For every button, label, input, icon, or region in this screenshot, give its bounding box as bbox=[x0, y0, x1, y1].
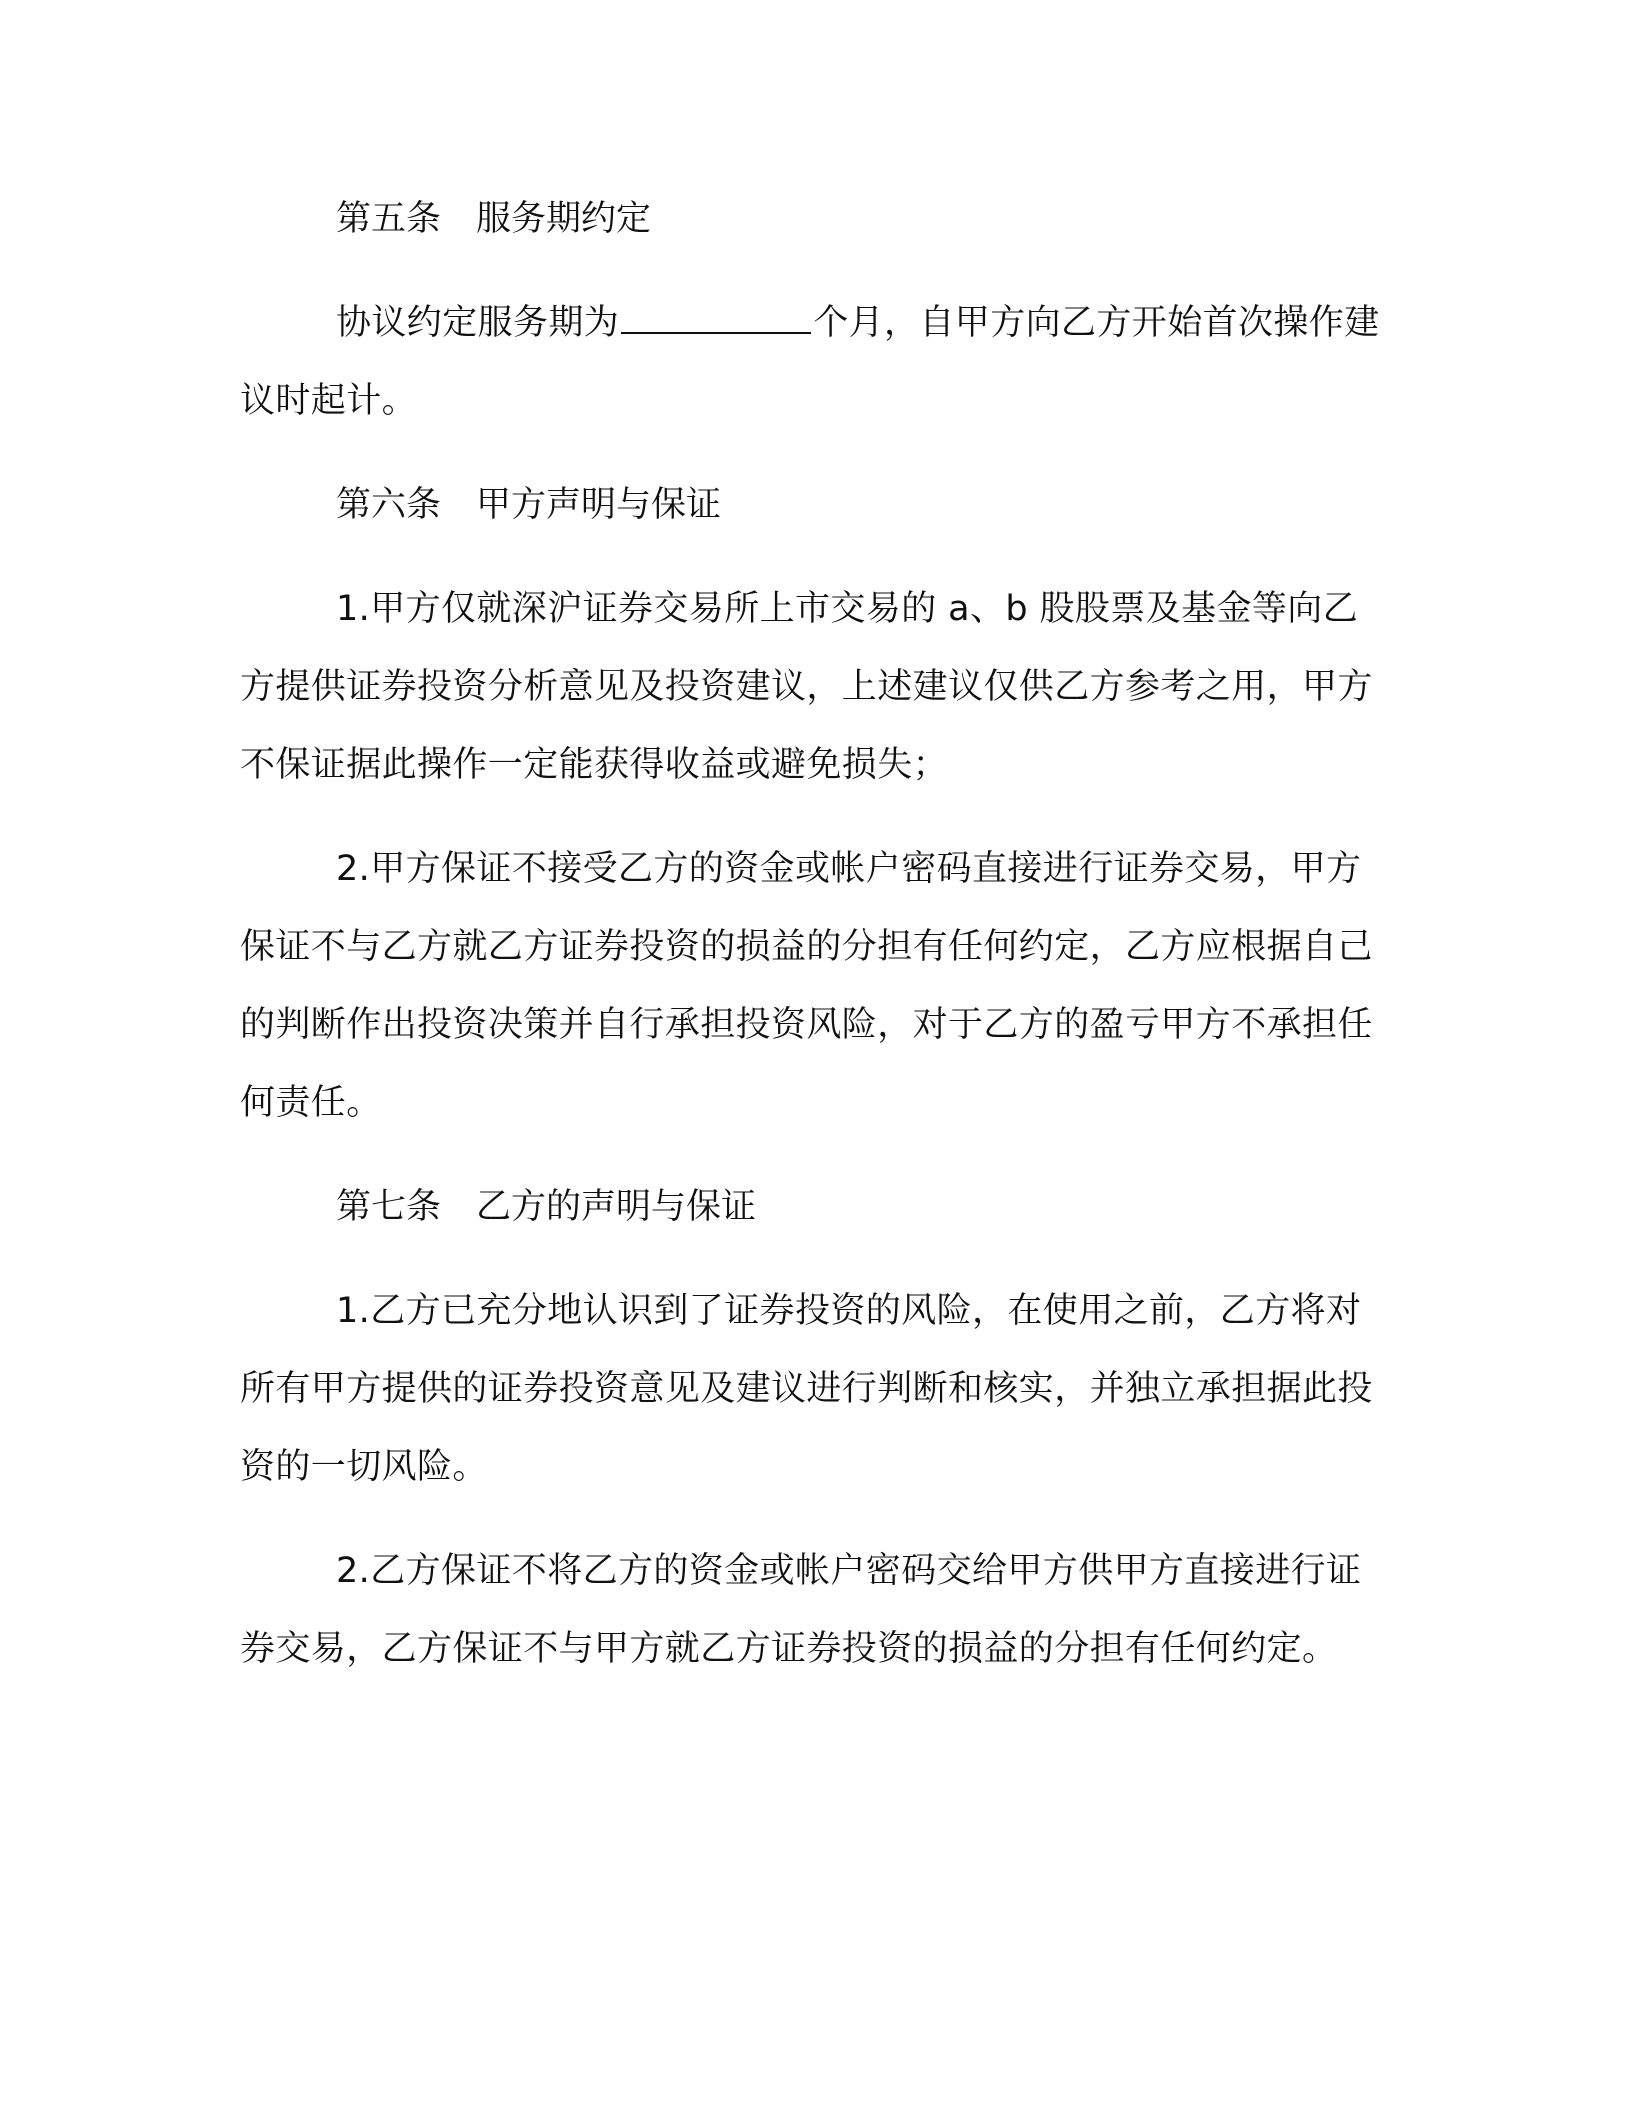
article-6-heading: 第六条 甲方声明与保证 bbox=[336, 485, 722, 525]
article-7-heading: 第七条 乙方的声明与保证 bbox=[336, 1187, 757, 1227]
article-7-clause-1: 1.乙方已充分地认识到了证券投资的风险，在使用之前，乙方将对所有甲方提供的证券投资意见及建议进行判断和核实，并独立承担据此投资的一切风险。 bbox=[240, 1291, 1373, 1487]
article-6-clause-1: 1.甲方仅就深沪证券交易所上市交易的 a、b 股股票及基金等向乙方提供证券投资分析意见及投资建议，上述建议仅供乙方参考之用，甲方不保证据此操作一定能获得收益或避免损失； bbox=[240, 589, 1373, 785]
document-body bbox=[240, 180, 1390, 1688]
article-6-clause-2: 2.甲方保证不接受乙方的资金或帐户密码直接进行证券交易，甲方保证不与乙方就乙方证券投资的损益的分担有任何约定，乙方应根据自己的判断作出投资决策并自行承担投资风险，对于乙方的盈亏甲方不承担任何责任。 bbox=[240, 849, 1373, 1123]
article-5-text-before-blank: 协议约定服务期为 bbox=[336, 303, 620, 343]
service-period-blank bbox=[621, 302, 811, 334]
article-7-clause-2: 2.乙方保证不将乙方的资金或帐户密码交给甲方供甲方直接进行证券交易，乙方保证不与甲方就乙方证券投资的损益的分担有任何约定。 bbox=[240, 1551, 1362, 1669]
article-5-paragraph bbox=[240, 284, 1390, 440]
article-5-heading: 第五条 服务期约定 bbox=[336, 199, 652, 239]
article-5-text-after-blank: 个月，自甲方向乙方开始首次操作建议时起计。 bbox=[240, 303, 1380, 421]
